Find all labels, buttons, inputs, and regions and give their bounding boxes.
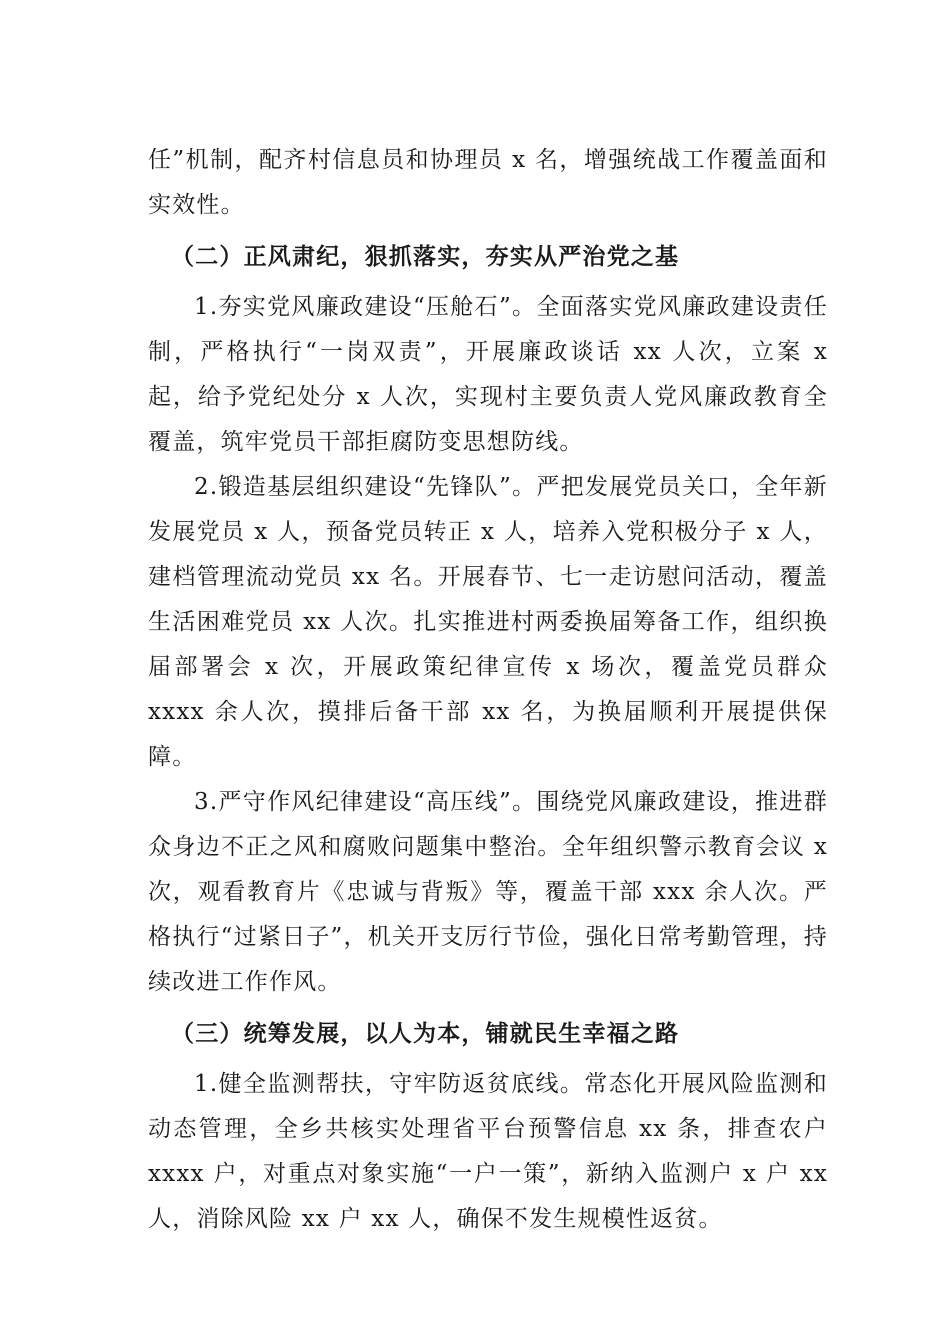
section-heading-3: （三）统筹发展，以人为本，铺就民生幸福之路 [171, 1020, 680, 1047]
document-body [148, 138, 828, 1242]
paragraph-item-1: 1.夯实党风廉政建设“压舱石”。全面落实党风廉政建设责任制，严格执行“一岗双责”，开展廉政谈话 xx 人次，立案 x 起，给予党纪处分 x 人次，实现村主要负责人党风廉政教育全覆盖，筑牢党员干部拒腐防变思想防线。 [148, 294, 828, 455]
paragraph-item-2: 2.锻造基层组织建设“先锋队”。严把发展党员关口，全年新发展党员 x 人，预备党员转正 x 人，培养入党积极分子 x 人，建档管理流动党员 xx 名。开展春节、七一走访慰问活动，覆盖生活困难党员 xx 人次。扎实推进村两委换届筹备工作，组织换届部署会 x 次，开展政策纪律宣传 x 场次，覆盖党员群众 xxxx 余人次，摸排后备干部 xx 名，为换届顺利开展提供保障。 [148, 474, 828, 770]
paragraph-item-4: 1.健全监测帮扶，守牢防返贫底线。常态化开展风险监测和动态管理，全乡共核实处理省平台预警信息 xx 条，排查农户 xxxx 户，对重点对象实施“一户一策”，新纳入监测户 x 户 xx 人，消除风险 xx 户 xx 人，确保不发生规模性返贫。 [148, 1071, 828, 1232]
paragraph-continuation: 任”机制，配齐村信息员和协理员 x 名，增强统战工作覆盖面和实效性。 [148, 147, 828, 218]
paragraph-item-3: 3.严守作风纪律建设“高压线”。围绕党风廉政建设，推进群众身边不正之风和腐败问题集中整治。全年组织警示教育会议 x 次，观看教育片《忠诚与背叛》等，覆盖干部 xxx 余人次。严格执行“过紧日子”，机关开支厉行节俭，强化日常考勤管理，持续改进工作作风。 [148, 789, 828, 995]
section-heading-2: （二）正风肃纪，狠抓落实，夯实从严治党之基 [171, 243, 680, 270]
